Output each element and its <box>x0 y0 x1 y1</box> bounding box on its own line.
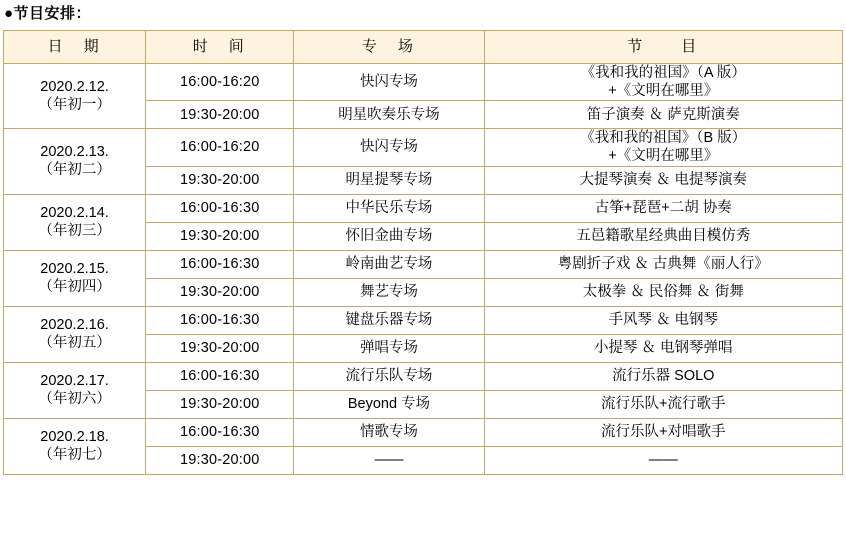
date-line-1: 2020.2.18. <box>40 428 109 445</box>
program-line: +《文明在哪里》 <box>608 83 719 100</box>
date-line-1: 2020.2.13. <box>40 144 109 161</box>
venue-cell: 中华民乐专场 <box>294 194 484 222</box>
program-cell: 笛子演奏 ＆ 萨克斯演奏 <box>484 101 842 129</box>
program-cell: 粤剧折子戏 ＆ 古典舞《丽人行》 <box>484 250 842 278</box>
date-cell <box>4 306 146 362</box>
venue-cell: 弹唱专场 <box>294 334 484 362</box>
date-cell <box>4 129 146 194</box>
time-cell: 16:00-16:20 <box>146 64 294 101</box>
date-cell <box>4 362 146 418</box>
time-cell: 16:00-16:30 <box>146 362 294 390</box>
page-title: ●节目安排： <box>4 5 92 22</box>
date-cell <box>4 250 146 306</box>
program-cell: 五邑籍歌星经典曲目模仿秀 <box>484 222 842 250</box>
date-line-2: （年初六） <box>38 391 111 407</box>
program-schedule-table <box>3 30 843 475</box>
table-row <box>4 129 843 166</box>
date-line-2: （年初四） <box>38 279 111 295</box>
program-cell <box>484 129 842 166</box>
time-cell: 16:00-16:30 <box>146 250 294 278</box>
venue-cell: Beyond 专场 <box>294 390 484 418</box>
date-line-1: 2020.2.12. <box>40 79 109 95</box>
program-line: +《文明在哪里》 <box>608 148 719 165</box>
program-cell: 手风琴 ＆ 电钢琴 <box>484 306 842 334</box>
program-cell: 流行乐队+流行歌手 <box>484 390 842 418</box>
column-header-time: 时 间 <box>146 31 294 64</box>
program-cell: 小提琴 ＆ 电钢琴弹唱 <box>484 334 842 362</box>
date-line-2: （年初五） <box>38 335 111 351</box>
program-line: 《我和我的祖国》（A 版） <box>580 65 746 81</box>
time-cell: 19:30-20:00 <box>146 222 294 250</box>
table-row <box>4 250 843 278</box>
date-line-2: （年初二） <box>38 162 111 179</box>
venue-cell: 情歌专场 <box>294 418 484 446</box>
table-header-row <box>4 31 843 64</box>
time-cell: 16:00-16:30 <box>146 418 294 446</box>
venue-cell: 岭南曲艺专场 <box>294 250 484 278</box>
date-line-2: （年初三） <box>38 223 111 239</box>
column-header-date: 日 期 <box>4 31 146 64</box>
venue-cell: 怀旧金曲专场 <box>294 222 484 250</box>
program-cell: 流行乐器 SOLO <box>484 362 842 390</box>
venue-cell: 快闪专场 <box>294 64 484 101</box>
program-cell <box>484 64 842 101</box>
date-line-1: 2020.2.17. <box>40 372 109 389</box>
table-row <box>4 64 843 101</box>
time-cell: 19:30-20:00 <box>146 446 294 474</box>
venue-cell: 键盘乐器专场 <box>294 306 484 334</box>
date-line-1: 2020.2.16. <box>40 316 109 333</box>
time-cell: 19:30-20:00 <box>146 390 294 418</box>
program-cell: 流行乐队+对唱歌手 <box>484 418 842 446</box>
program-cell: 古筝+琵琶+二胡 协奏 <box>484 194 842 222</box>
table-row <box>4 306 843 334</box>
table-header <box>4 31 843 64</box>
table-row <box>4 418 843 446</box>
time-cell: 19:30-20:00 <box>146 278 294 306</box>
program-cell: —— <box>484 446 842 474</box>
date-line-2: （年初七） <box>38 447 111 463</box>
program-line: 《我和我的祖国》（B 版） <box>580 130 747 147</box>
date-line-2: （年初一） <box>38 97 111 114</box>
time-cell: 19:30-20:00 <box>146 101 294 129</box>
time-cell: 19:30-20:00 <box>146 334 294 362</box>
program-cell: 太极拳 ＆ 民俗舞 ＆ 街舞 <box>484 278 842 306</box>
table-body <box>4 64 843 475</box>
column-header-program: 节 目 <box>484 31 842 64</box>
time-cell: 19:30-20:00 <box>146 166 294 194</box>
date-cell <box>4 64 146 129</box>
venue-cell: 明星吹奏乐专场 <box>294 101 484 129</box>
date-cell <box>4 418 146 474</box>
date-line-1: 2020.2.15. <box>40 260 109 277</box>
time-cell: 16:00-16:30 <box>146 306 294 334</box>
venue-cell: 舞艺专场 <box>294 278 484 306</box>
time-cell: 16:00-16:20 <box>146 129 294 166</box>
date-cell <box>4 194 146 250</box>
venue-cell: 流行乐队专场 <box>294 362 484 390</box>
table-row <box>4 194 843 222</box>
venue-cell: 快闪专场 <box>294 129 484 166</box>
table-row <box>4 362 843 390</box>
venue-cell: 明星提琴专场 <box>294 166 484 194</box>
column-header-venue: 专 场 <box>294 31 484 64</box>
date-line-1: 2020.2.14. <box>40 204 109 221</box>
venue-cell: —— <box>294 446 484 474</box>
program-cell: 大提琴演奏 ＆ 电提琴演奏 <box>484 166 842 194</box>
time-cell: 16:00-16:30 <box>146 194 294 222</box>
